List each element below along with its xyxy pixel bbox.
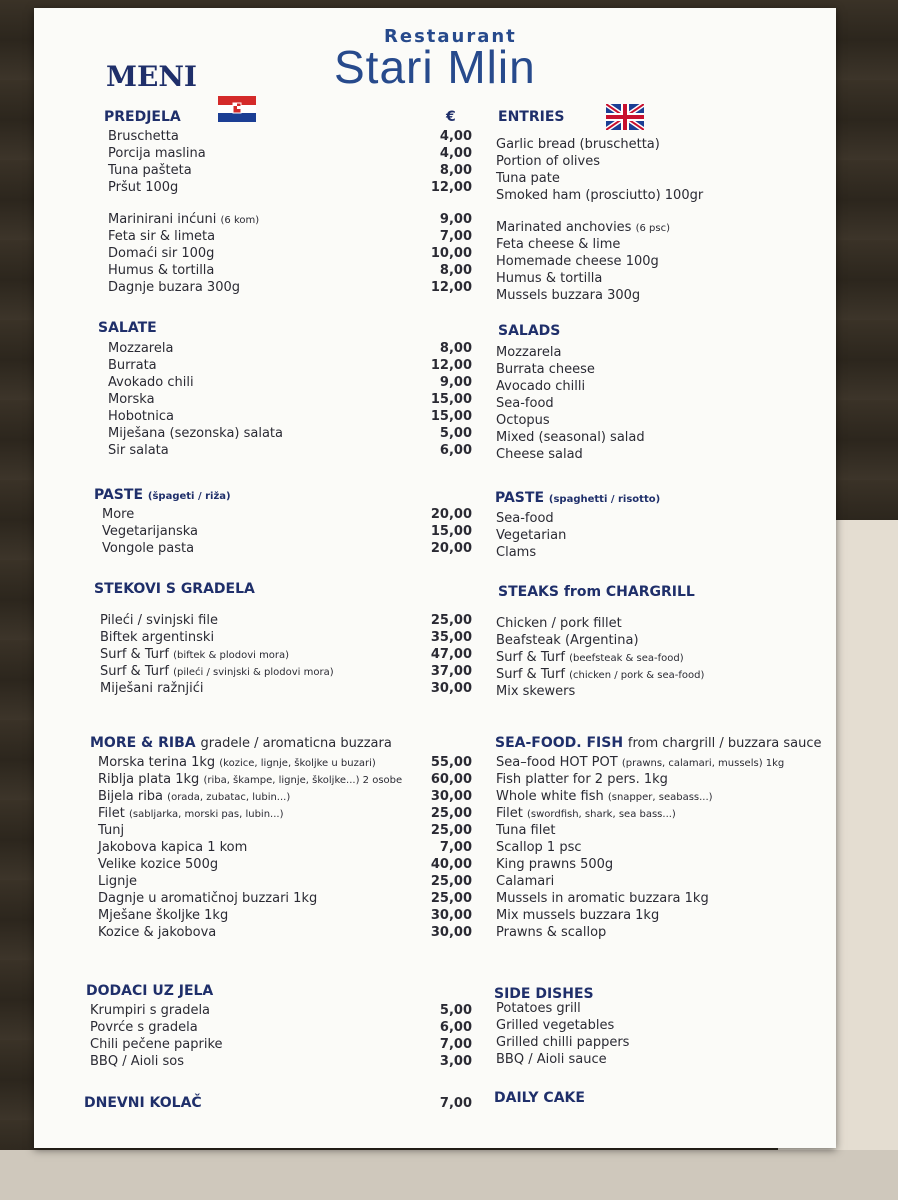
menu-item-en (496, 447, 583, 462)
menu-item-hr-text: Tunj (98, 823, 125, 838)
menu-item-en (496, 430, 645, 445)
menu-item-en-text: BBQ / Aioli sauce (496, 1052, 607, 1067)
menu-item-hr (90, 1037, 223, 1052)
menu-item-hr-text: Feta sir & limeta (108, 229, 216, 244)
menu-item-hr (98, 772, 402, 788)
menu-item-en-text: Prawns & scallop (496, 925, 607, 940)
menu-item-hr-text: Porcija maslina (108, 146, 206, 161)
menu-item-hr (108, 129, 179, 144)
menu-item-hr (108, 263, 214, 278)
menu-item-price: 8,00 (439, 163, 472, 178)
section-en-title-seafood-text: SEA-FOOD. FISH (495, 735, 624, 751)
menu-item-hr-text: More (102, 507, 135, 522)
menu-item-hr (100, 664, 334, 680)
menu-item-price: 60,00 (430, 772, 472, 787)
menu-item-en (496, 908, 659, 923)
menu-item-en-text: Chicken / pork fillet (496, 616, 622, 631)
menu-item-en (496, 220, 670, 236)
menu-item-en (496, 925, 606, 940)
menu-item-en-note: (6 psc) (635, 223, 670, 234)
croatian-flag-icon (218, 96, 256, 122)
menu-item-en-note: (beefsteak & sea-food) (569, 653, 684, 664)
menu-item-price: 20,00 (430, 541, 472, 556)
menu-item-hr-text: Surf & Turf (100, 647, 169, 662)
menu-item-price: 7,00 (439, 1037, 472, 1052)
menu-item-price: 30,00 (430, 925, 472, 940)
menu-item-hr (108, 426, 283, 441)
menu-item-en (496, 650, 684, 666)
menu-item-price: 30,00 (430, 789, 472, 804)
menu-item-hr (98, 755, 376, 771)
menu-item-en (496, 288, 640, 303)
menu-item-en-note: (snapper, seabass...) (607, 792, 713, 803)
menu-item-price: 7,00 (439, 840, 472, 855)
menu-item-en-text: Sea–food HOT POT (496, 755, 618, 770)
menu-item-price: 7,00 (439, 229, 472, 244)
menu-item-hr-text: Dagnje buzara 300g (108, 280, 240, 295)
menu-item-hr (98, 891, 317, 906)
menu-item-hr-text: Kozice & jakobova (98, 925, 217, 940)
menu-item-hr (100, 630, 214, 645)
menu-item-en (496, 137, 660, 152)
menu-item-en (496, 789, 713, 805)
menu-sheet (34, 8, 836, 1148)
section-hr-title-steaks: STEKOVI S GRADELA (94, 581, 255, 597)
menu-item-hr (98, 823, 124, 838)
menu-item-en (496, 840, 582, 855)
menu-item-en-note: (swordfish, shark, sea bass...) (527, 809, 676, 820)
menu-item-hr (108, 146, 206, 161)
menu-item-price: 55,00 (430, 755, 472, 770)
menu-item-en (496, 188, 703, 203)
menu-item-en (496, 413, 550, 428)
menu-item-en (496, 1001, 581, 1016)
menu-item-hr-text: Surf & Turf (100, 664, 169, 679)
menu-item-hr-text: Sir salata (108, 443, 169, 458)
menu-item-en-text: Potatoes grill (496, 1001, 581, 1016)
menu-item-hr (108, 341, 173, 356)
menu-item-hr (98, 857, 218, 872)
menu-item-en (496, 667, 704, 683)
section-hr-title-seafood-note: gradele / aromaticna buzzara (200, 736, 392, 751)
menu-item-hr (108, 375, 194, 390)
menu-item-hr (90, 1020, 198, 1035)
menu-item-hr-text: Vongole pasta (102, 541, 195, 556)
menu-item-hr (108, 358, 157, 373)
menu-item-en (496, 154, 600, 169)
menu-item-en-text: Homemade cheese 100g (496, 254, 659, 269)
menu-item-en (496, 237, 620, 252)
menu-item-hr-text: Dagnje u aromatičnoj buzzari 1kg (98, 891, 318, 906)
menu-item-en-text: King prawns 500g (496, 857, 614, 872)
menu-item-en-text: Filet (496, 806, 523, 821)
menu-item-hr-text: Mozzarela (108, 341, 174, 356)
menu-item-en-text: Mix mussels buzzara 1kg (496, 908, 660, 923)
menu-item-hr-text: Domaći sir 100g (108, 246, 215, 261)
menu-item-hr-text: Velike kozice 500g (98, 857, 219, 872)
menu-item-en-text: Tuna pate (496, 171, 560, 186)
section-en-title-pasta-text: PASTE (495, 490, 545, 506)
menu-item-hr-text: Pileći / svinjski file (100, 613, 218, 628)
section-en-title-entries: ENTRIES (498, 109, 565, 125)
section-hr-title-entries: PREDJELA (104, 109, 181, 125)
menu-item-en-text: Grilled vegetables (496, 1018, 615, 1033)
menu-item-hr-text: Humus & tortilla (108, 263, 215, 278)
menu-item-en-text: Cheese salad (496, 447, 583, 462)
menu-item-hr (100, 613, 218, 628)
section-en-title-pasta (495, 491, 660, 507)
menu-item-price: 35,00 (430, 630, 472, 645)
menu-item-price: 8,00 (439, 341, 472, 356)
menu-item-hr-note: (orada, zubatac, lubin...) (167, 792, 291, 803)
menu-item-hr-note: (sabljarka, morski pas, lubin...) (129, 809, 284, 820)
menu-item-price: 12,00 (430, 358, 472, 373)
menu-item-hr (98, 874, 137, 889)
menu-title: MENI (106, 60, 198, 93)
menu-item-hr (108, 229, 215, 244)
menu-item-en-text: Garlic bread (bruschetta) (496, 137, 660, 152)
menu-item-en-text: Tuna filet (496, 823, 556, 838)
menu-item-en (496, 857, 613, 872)
menu-item-price: 25,00 (430, 806, 472, 821)
menu-item-hr (108, 392, 155, 407)
menu-item-en (496, 806, 676, 822)
menu-item-en (496, 362, 595, 377)
menu-item-hr-text: Krumpiri s gradela (90, 1003, 211, 1018)
menu-item-hr-text: Vegetarijanska (102, 524, 199, 539)
menu-item-hr-text: Marinirani inćuni (108, 212, 217, 227)
menu-item-en-text: Humus & tortilla (496, 271, 603, 286)
menu-item-en-text: Mussels in aromatic buzzara 1kg (496, 891, 709, 906)
menu-item-en-text: Burrata cheese (496, 362, 595, 377)
menu-item-en-text: Feta cheese & lime (496, 237, 621, 252)
menu-item-price: 9,00 (439, 375, 472, 390)
menu-item-hr-note: (riba, škampe, lignje, školjke...) 2 osobe (203, 775, 403, 786)
menu-item-hr-text: Avokado chili (108, 375, 194, 390)
menu-item-en-text: Mussels buzzara 300g (496, 288, 641, 303)
menu-item-hr-text: Pršut 100g (108, 180, 179, 195)
menu-item-hr (100, 681, 204, 696)
menu-item-en (496, 684, 575, 699)
menu-item-en (496, 1052, 607, 1067)
menu-item-en (496, 772, 668, 787)
menu-item-price: 5,00 (439, 1003, 472, 1018)
menu-item-hr (90, 1054, 184, 1069)
menu-item-en-text: Vegetarian (496, 528, 567, 543)
menu-item-en (496, 823, 555, 838)
menu-item-en-text: Calamari (496, 874, 555, 889)
menu-item-hr (102, 507, 134, 522)
menu-item-en-text: Octopus (496, 413, 550, 428)
menu-item-hr-text: Morska terina 1kg (98, 755, 216, 770)
section-en-title-pasta-note: (spaghetti / risotto) (548, 494, 661, 505)
menu-item-en-text: Scallop 1 psc (496, 840, 582, 855)
menu-item-price: 9,00 (439, 212, 472, 227)
menu-item-hr-text: Mješane školjke 1kg (98, 908, 229, 923)
menu-item-hr-note: (6 kom) (220, 215, 260, 226)
menu-item-hr (98, 840, 247, 855)
menu-item-price: 25,00 (430, 823, 472, 838)
menu-item-price: 4,00 (439, 146, 472, 161)
menu-item-hr-text: BBQ / Aioli sos (90, 1054, 185, 1069)
menu-item-en-text: Marinated anchovies (496, 220, 632, 235)
menu-item-en-text: Surf & Turf (496, 650, 565, 665)
menu-item-price: 25,00 (430, 613, 472, 628)
menu-item-en (496, 271, 602, 286)
menu-item-en (496, 254, 659, 269)
menu-item-hr-text: Tuna pašteta (108, 163, 192, 178)
menu-item-hr (108, 163, 192, 178)
menu-item-en (496, 396, 554, 411)
menu-item-en (496, 616, 622, 631)
menu-item-en (496, 633, 639, 648)
menu-item-en (496, 528, 566, 543)
menu-item-hr-text: Povrće s gradela (90, 1020, 198, 1035)
section-en-title-seafood-note: from chargrill / buzzara sauce (627, 736, 822, 751)
section-hr-title-seafood (90, 736, 392, 751)
menu-item-price: 12,00 (430, 180, 472, 195)
menu-item-hr (108, 443, 169, 458)
menu-item-hr (98, 806, 283, 822)
menu-item-hr-note: (biftek & plodovi mora) (173, 650, 290, 661)
menu-item-en (496, 511, 554, 526)
menu-item-hr-text: Bijela riba (98, 789, 164, 804)
floor-background-bottom (0, 1150, 898, 1200)
menu-item-en (496, 874, 554, 889)
menu-item-price: 4,00 (439, 129, 472, 144)
menu-item-en-text: Avocado chilli (496, 379, 586, 394)
menu-item-hr (108, 409, 174, 424)
section-hr-title-sides: DODACI UZ JELA (86, 983, 214, 999)
menu-item-hr (108, 180, 178, 195)
menu-item-price: 47,00 (430, 647, 472, 662)
section-hr-title-pasta (94, 488, 231, 504)
menu-item-hr-text: Bruschetta (108, 129, 179, 144)
menu-item-en (496, 1035, 629, 1050)
menu-item-price: 8,00 (439, 263, 472, 278)
brand-name: Stari Mlin (334, 41, 536, 93)
section-hr-title-pasta-text: PASTE (94, 487, 144, 503)
menu-item-hr-text: Filet (98, 806, 125, 821)
menu-item-hr-note: (kozice, lignje, školjke u buzari) (219, 758, 376, 769)
menu-item-price: 6,00 (439, 1020, 472, 1035)
menu-item-en-text: Portion of olives (496, 154, 601, 169)
menu-item-hr (108, 280, 240, 295)
menu-item-hr-text: Riblja plata 1kg (98, 772, 200, 787)
menu-item-hr (102, 541, 194, 556)
menu-item-en (496, 379, 585, 394)
menu-item-en-text: Sea-food (496, 396, 554, 411)
menu-item-en-text: Beafsteak (Argentina) (496, 633, 639, 648)
menu-item-en-text: Clams (496, 545, 537, 560)
menu-item-price: 10,00 (430, 246, 472, 261)
menu-item-en (496, 1018, 614, 1033)
menu-item-en (496, 171, 560, 186)
menu-item-hr-text: Chili pečene paprike (90, 1037, 223, 1052)
menu-item-en-text: Fish platter for 2 pers. 1kg (496, 772, 668, 787)
menu-item-hr-text: Jakobova kapica 1 kom (98, 840, 248, 855)
menu-item-hr (90, 1003, 210, 1018)
menu-item-hr-text: Lignje (98, 874, 137, 889)
menu-item-hr (98, 925, 216, 940)
menu-item-price: 30,00 (430, 908, 472, 923)
menu-item-price: 12,00 (430, 280, 472, 295)
menu-item-hr-text: Miješani ražnjići (100, 681, 204, 696)
menu-item-price: 20,00 (430, 507, 472, 522)
menu-item-price: 3,00 (439, 1054, 472, 1069)
menu-item-hr (102, 524, 198, 539)
section-en-title-steaks: STEAKS from CHARGRILL (498, 584, 695, 600)
menu-item-price: 5,00 (439, 426, 472, 441)
cake-price: 7,00 (439, 1096, 472, 1111)
menu-item-price: 25,00 (430, 874, 472, 889)
menu-item-hr-text: Hobotnica (108, 409, 174, 424)
menu-item-price: 37,00 (430, 664, 472, 679)
section-hr-title-pasta-note: (špageti / riža) (147, 491, 231, 502)
menu-item-en-note: (prawns, calamari, mussels) 1kg (621, 758, 785, 769)
menu-item-en (496, 345, 561, 360)
menu-item-hr (108, 246, 214, 261)
menu-item-price: 15,00 (430, 392, 472, 407)
menu-item-price: 15,00 (430, 524, 472, 539)
menu-item-en-text: Mozzarela (496, 345, 562, 360)
menu-item-en (496, 545, 536, 560)
section-en-title-sides: SIDE DISHES (494, 986, 594, 1002)
section-hr-title-salads: SALATE (98, 320, 157, 336)
section-hr-title-cake: DNEVNI KOLAČ (84, 1095, 202, 1111)
menu-item-price: 15,00 (430, 409, 472, 424)
menu-item-hr-note: (pileći / svinjski & plodovi mora) (173, 667, 334, 678)
section-en-title-cake: DAILY CAKE (494, 1090, 585, 1106)
section-hr-title-seafood-text: MORE & RIBA (90, 735, 196, 751)
menu-item-en-text: Mixed (seasonal) salad (496, 430, 645, 445)
menu-item-en-note: (chicken / pork & sea-food) (569, 670, 705, 681)
menu-item-hr (98, 789, 290, 805)
section-en-title-salads: SALADS (498, 323, 561, 339)
menu-item-hr (108, 212, 259, 228)
menu-item-price: 30,00 (430, 681, 472, 696)
menu-item-en (496, 891, 709, 906)
menu-item-hr (100, 647, 289, 663)
section-en-title-seafood (495, 736, 822, 751)
brand-top: Restaurant (384, 26, 517, 47)
menu-item-price: 25,00 (430, 891, 472, 906)
menu-item-en (496, 755, 784, 771)
menu-item-price: 6,00 (439, 443, 472, 458)
menu-item-en-text: Sea-food (496, 511, 554, 526)
menu-item-price: 40,00 (430, 857, 472, 872)
menu-item-en-text: Surf & Turf (496, 667, 565, 682)
currency-symbol: € (446, 109, 456, 125)
uk-flag-icon (606, 104, 644, 130)
menu-item-en-text: Smoked ham (prosciutto) 100gr (496, 188, 704, 203)
menu-item-hr-text: Biftek argentinski (100, 630, 215, 645)
menu-item-hr-text: Burrata (108, 358, 157, 373)
menu-item-hr (98, 908, 228, 923)
menu-item-en-text: Grilled chilli pappers (496, 1035, 630, 1050)
menu-item-en-text: Mix skewers (496, 684, 576, 699)
menu-item-hr-text: Miješana (sezonska) salata (108, 426, 283, 441)
menu-item-en-text: Whole white fish (496, 789, 604, 804)
menu-item-hr-text: Morska (108, 392, 155, 407)
